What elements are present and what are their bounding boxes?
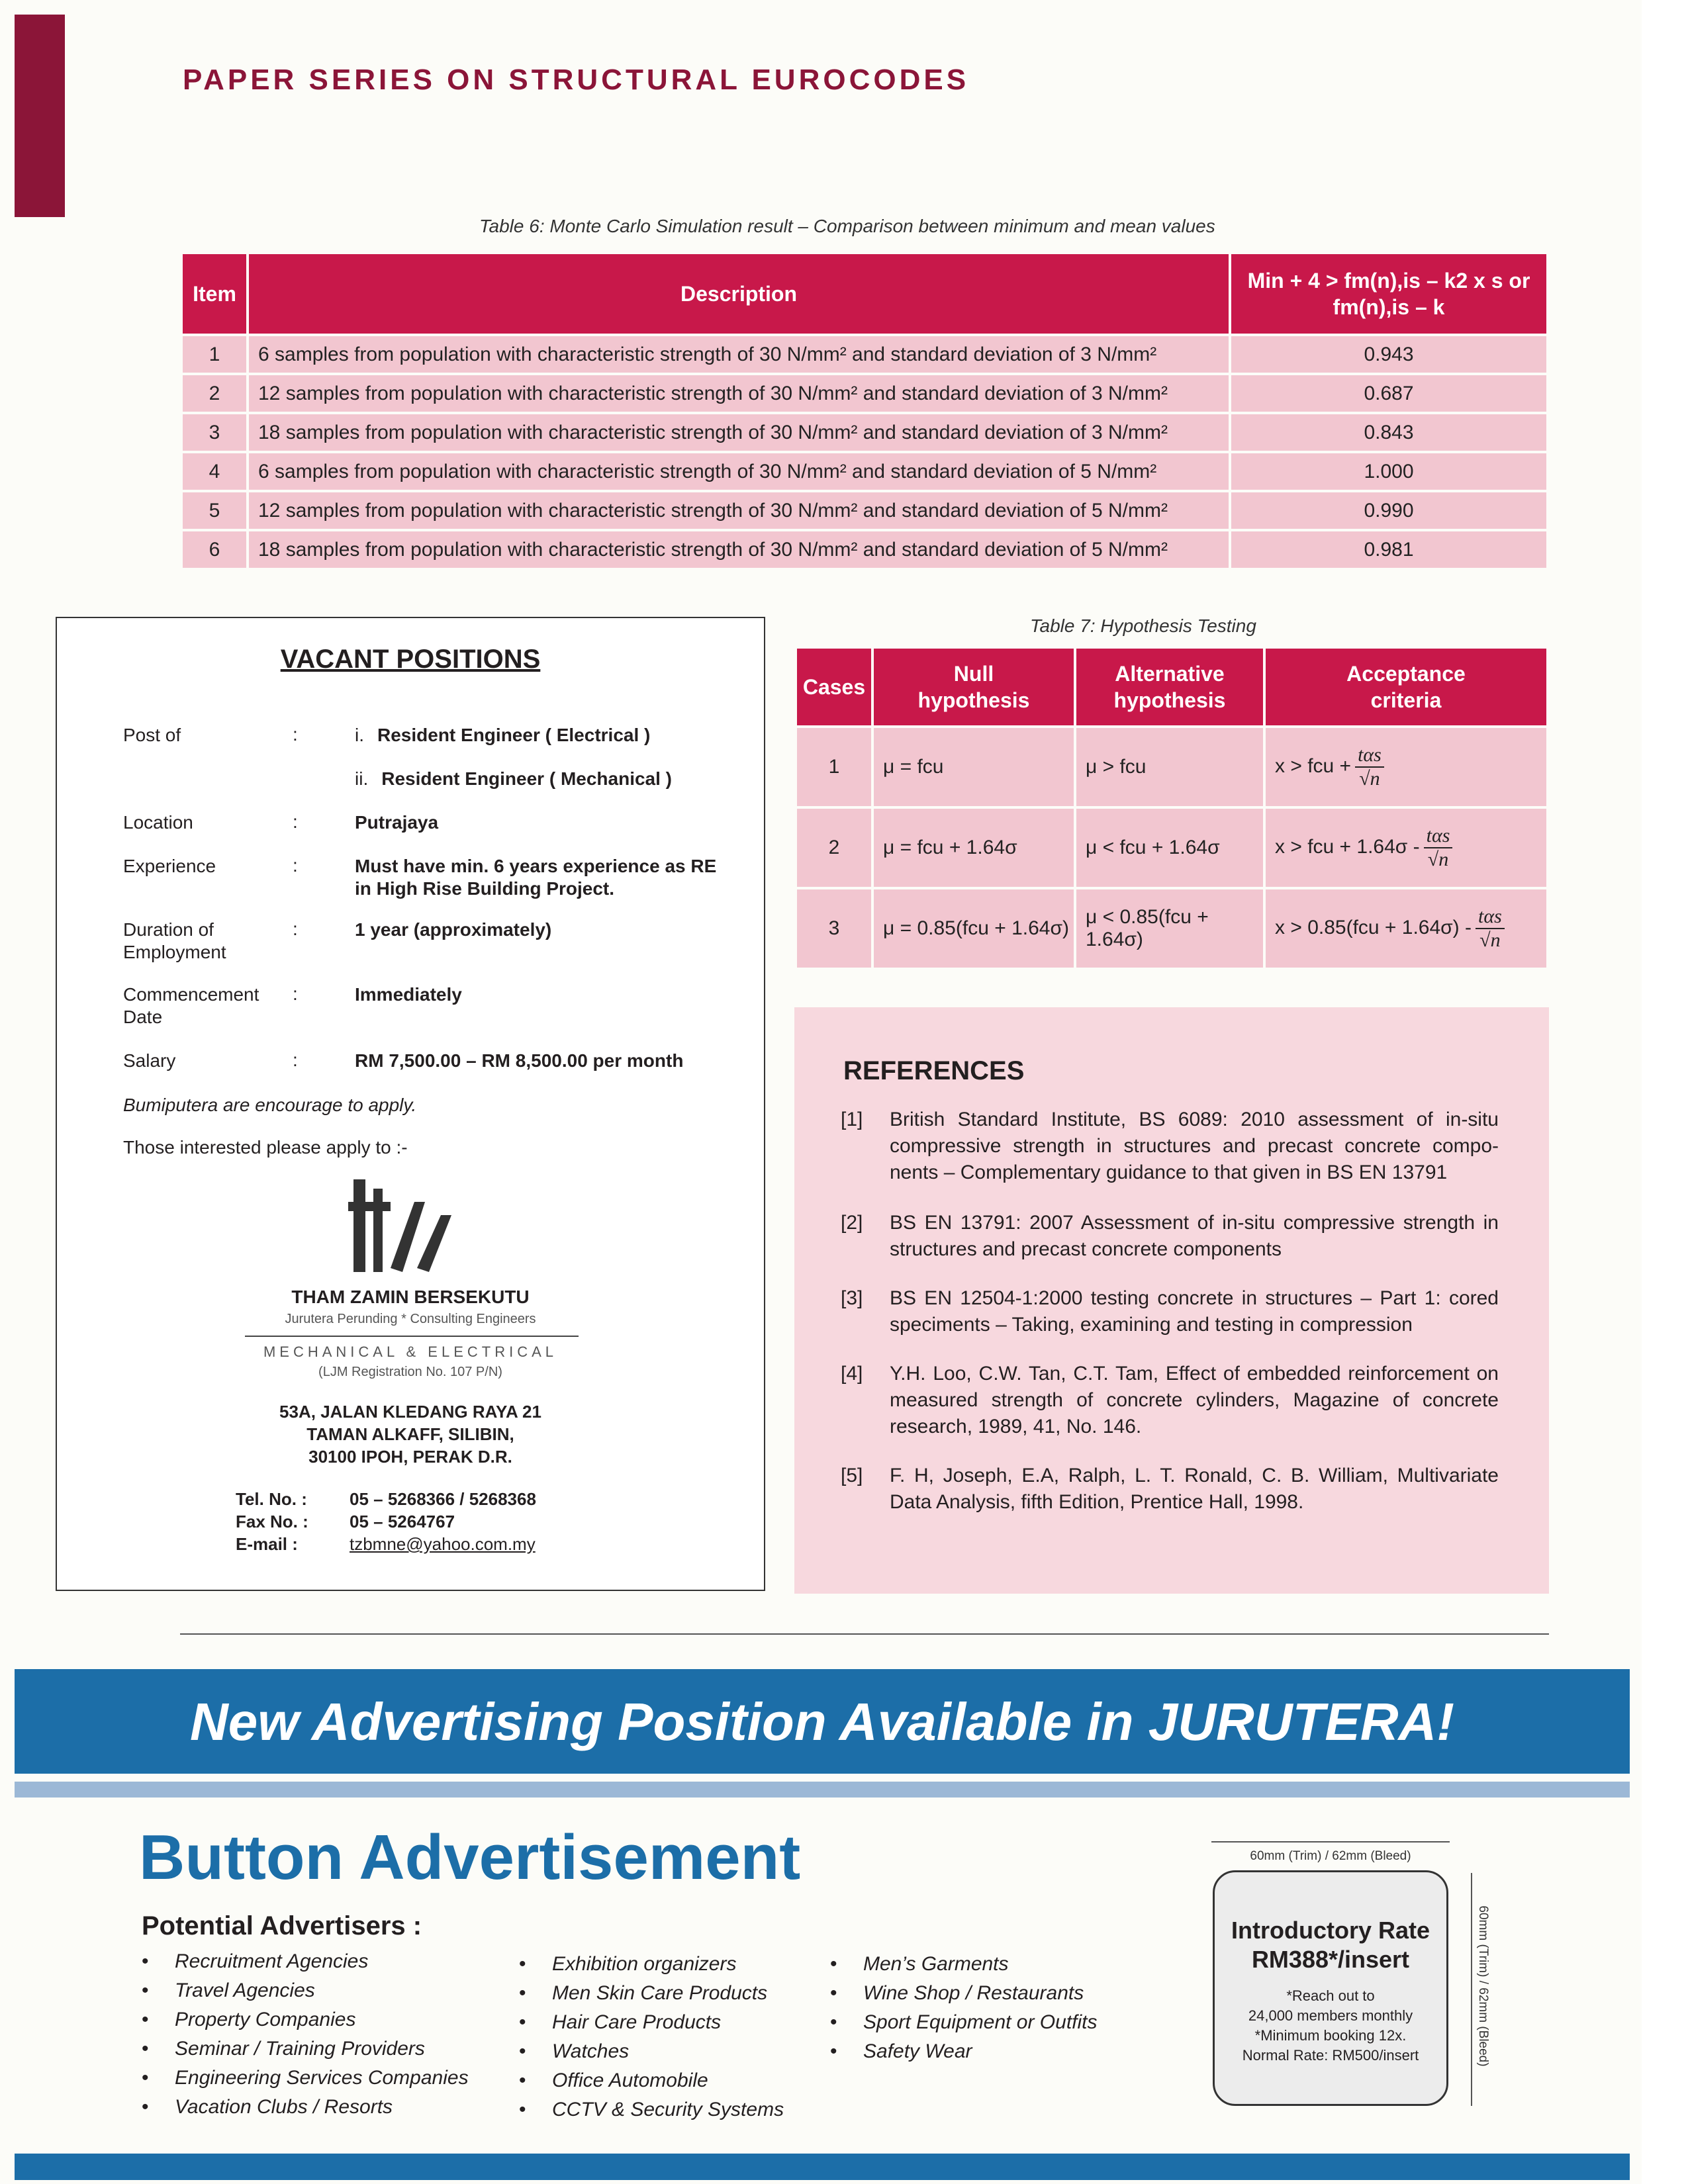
rate-note-1: *Reach out to [1286,1987,1375,2004]
company-logo-icon [348,1175,454,1275]
commencement-value: Immediately [355,984,462,1005]
button-advertisement-title: Button Advertisement [139,1822,801,1893]
table7-case: 1 [797,728,871,806]
list-item-text: Men’s Garments [863,1953,1009,1975]
width-dimension-label: 60mm (Trim) / 62mm (Bleed) [1250,1849,1411,1863]
bullet-icon: • [142,2096,149,2118]
table7-header-cases: Cases [797,649,871,725]
table6-description: 12 samples from population with characteristic strength of 30 N/mm² and standard deviation of 5 N/mm² [249,492,1229,529]
post-1-index: i. [355,725,364,745]
fraction-denominator: √n [1479,929,1501,951]
list-item [142,2064,469,2093]
table7-caption: Table 7: Hypothesis Testing [1030,615,1256,636]
bullet-icon: • [519,2040,526,2062]
table7-acceptance-text: x > 0.85(fcu + 1.64σ) - [1275,916,1472,938]
bullet-icon: • [142,2067,149,2089]
reference-number: [4] [841,1363,863,1385]
table7-header-null-line-2: hypothesis [917,688,1030,712]
list-item-text: Office Automobile [552,2070,708,2091]
table6-description: 18 samples from population with characteristic strength of 30 N/mm² and standard deviation of 5 N/mm² [249,531,1229,568]
table-row [183,453,1546,490]
list-item-text: Watches [552,2040,630,2062]
table6-item: 3 [183,414,246,451]
experience-label: Experience [123,856,216,876]
table-row [183,336,1546,373]
table6-value: 0.943 [1231,336,1546,373]
table7-header-acceptance-line-1: Acceptance [1346,662,1466,686]
table-row [183,531,1546,568]
table6-caption: Table 6: Monte Carlo Simulation result – Comparison between minimum and mean values [479,216,1215,236]
table7-case: 3 [797,889,871,968]
bullet-icon: • [519,2070,526,2091]
rate-box [1213,1870,1448,2106]
colon: : [293,1050,298,1070]
bullet-icon: • [519,2011,526,2033]
table6-item: 4 [183,453,246,490]
table6-header-description: Description [249,254,1229,334]
list-item-text: Safety Wear [863,2040,972,2062]
table7-header-acceptance [1266,649,1546,725]
table7-null: μ = 0.85(fcu + 1.64σ) [874,889,1074,968]
colon: : [293,983,298,1004]
table7-alternative: μ < fcu + 1.64σ [1076,809,1263,887]
list-item [830,1979,1098,2008]
bullet-icon: • [142,1979,149,2001]
table7-header-alternative-line-1: Alternative [1115,662,1225,686]
table7-acceptance [1266,889,1546,968]
location-label: Location [123,812,193,833]
table6-header-value: Min + 4 > fm(n),is – k2 x s or fm(n),is – k [1231,254,1546,334]
reference-text: F. H, Joseph, E.A, Ralph, L. T. Ronald, C. B. William, Multivariate Data Analysis, fifth Edition, Prentice Hall, 1998. [890,1465,1499,1513]
table6-value: 0.843 [1231,414,1546,451]
fraction-numerator: tαs [1355,744,1384,768]
table6-item: 6 [183,531,246,568]
table6 [180,251,1549,570]
table7-acceptance [1266,728,1546,806]
table6-item: 2 [183,375,246,412]
fraction-denominator: √n [1427,848,1449,870]
reference-text: Y.H. Loo, C.W. Tan, C.T. Tam, Effect of embedded reinforcement on measured strength of concrete cylinders, Magazine of concrete research, 1989, 41, No. 146. [890,1363,1499,1437]
colon: : [293,855,298,876]
bullet-icon: • [519,1953,526,1975]
table7-null: μ = fcu + 1.64σ [874,809,1074,887]
table7-acceptance-text: x > fcu + [1275,754,1352,777]
rate-note-4: Normal Rate: RM500/insert [1242,2047,1419,2064]
post-2-index: ii. [355,768,369,789]
rate-note-3: *Minimum booking 12x. [1254,2027,1407,2044]
list-item [519,1979,784,2008]
duration-value: 1 year (approximately) [355,919,552,940]
width-arrow [1211,1841,1450,1843]
list-item [519,2037,784,2066]
address-line-3: 30100 IPOH, PERAK D.R. [308,1447,512,1467]
banner-strip [15,1782,1630,1797]
list-item [519,1950,784,1979]
advertisers-list-1 [142,1947,469,2122]
side-bar-accent [15,15,65,217]
list-item [519,2008,784,2037]
table7-case: 2 [797,809,871,887]
list-item-text: CCTV & Security Systems [552,2099,784,2120]
bottom-bar [15,2154,1630,2180]
table-row [797,728,1546,806]
fraction-denominator: √n [1359,768,1380,790]
location-value: Putrajaya [355,812,439,833]
list-item-text: Vacation Clubs / Resorts [175,2096,393,2118]
potential-advertisers-title: Potential Advertisers : [142,1911,422,1940]
list-item [142,1947,469,1976]
bullet-icon: • [830,1953,837,1975]
table7-acceptance [1266,809,1546,887]
table7-header-row [797,649,1546,725]
table6-header-row [183,254,1546,334]
section-divider [180,1633,1549,1635]
fraction [1476,905,1505,952]
height-dimension-label: 60mm (Trim) / 62mm (Bleed) [1476,1905,1490,2067]
list-item [830,2037,1098,2066]
list-item [830,1950,1098,1979]
salary-label: Salary [123,1050,176,1071]
table6-value: 0.990 [1231,492,1546,529]
rate-title-line-1: Introductory Rate [1231,1917,1430,1944]
reference-text: BS EN 13791: 2007 Assessment of in-situ compressive strength in structures and precast concrete components [890,1212,1499,1260]
list-item [142,2034,469,2064]
tel-value: 05 – 5268366 / 5268368 [350,1489,536,1509]
reference-number: [2] [841,1212,863,1234]
experience-value: Must have min. 6 years experience as RE in High Rise Building Project. [355,856,717,899]
table7-header-null [874,649,1074,725]
list-item [142,1976,469,2005]
fraction [1355,744,1384,790]
table-row [183,414,1546,451]
bullet-icon: • [830,2011,837,2033]
reference-number: [1] [841,1109,863,1130]
table7-header-null-line-1: Null [953,662,994,686]
fraction [1424,825,1453,871]
duration-label: Duration of Employment [123,919,226,962]
colon: : [293,811,298,832]
post-label: Post of [123,725,181,745]
table-row [183,375,1546,412]
height-arrow [1471,1873,1472,2106]
list-item [519,2066,784,2095]
company-divider [245,1336,579,1337]
company-registration: (LJM Registration No. 107 P/N) [318,1365,502,1379]
table6-description: 18 samples from population with characteristic strength of 30 N/mm² and standard deviation of 3 N/mm² [249,414,1229,451]
bullet-icon: • [519,2099,526,2120]
reference-number: [5] [841,1465,863,1486]
banner-text: New Advertising Position Available in JURUTERA! [190,1692,1454,1751]
advertisers-list-3 [830,1950,1098,2066]
bullet-icon: • [142,2009,149,2030]
email-link[interactable]: tzbmne@yahoo.com.my [350,1534,536,1554]
reference-text: BS EN 12504-1:2000 testing concrete in structures – Part 1: cored speciments – Taking, examining and testing in compression [890,1287,1499,1336]
bullet-icon: • [519,1982,526,2004]
fraction-numerator: tαs [1476,905,1505,929]
list-item-text: Wine Shop / Restaurants [863,1982,1084,2004]
table6-item: 5 [183,492,246,529]
list-item-text: Engineering Services Companies [175,2067,469,2089]
table6-value: 0.981 [1231,531,1546,568]
list-item-text: Men Skin Care Products [552,1982,768,2004]
table-row [797,889,1546,968]
table7-alternative: μ < 0.85(fcu + 1.64σ) [1076,889,1263,968]
bullet-icon: • [830,1982,837,2004]
colon: : [293,724,298,745]
list-item [519,2095,784,2124]
advertisers-list-2 [519,1950,784,2124]
address-line-2: TAMAN ALKAFF, SILIBIN, [306,1424,514,1444]
list-item-text: Seminar / Training Providers [175,2038,425,2060]
table6-value: 1.000 [1231,453,1546,490]
references-box [794,1007,1549,1594]
list-item-text: Recruitment Agencies [175,1950,369,1972]
address-line-1: 53A, JALAN KLEDANG RAYA 21 [279,1402,541,1422]
references-title: REFERENCES [843,1056,1025,1085]
salary-value: RM 7,500.00 – RM 8,500.00 per month [355,1050,684,1071]
fraction-numerator: tαs [1424,825,1453,848]
company-name: THAM ZAMIN BERSEKUTU [291,1287,530,1307]
list-item-text: Property Companies [175,2009,356,2030]
list-item-text: Travel Agencies [175,1979,315,2001]
table6-description: 6 samples from population with characteristic strength of 30 N/mm² and standard deviation of 5 N/mm² [249,453,1229,490]
vacant-title: VACANT POSITIONS [280,645,541,674]
reference-number: [3] [841,1287,863,1309]
list-item [142,2093,469,2122]
rate-title-line-2: RM388*/insert [1251,1946,1410,1973]
list-item-text: Sport Equipment or Outfits [863,2011,1098,2033]
table6-description: 12 samples from population with characteristic strength of 30 N/mm² and standard deviation of 3 N/mm² [249,375,1229,412]
table7-null: μ = fcu [874,728,1074,806]
company-dept: MECHANICAL & ELECTRICAL [263,1343,558,1360]
list-item [830,2008,1098,2037]
apply-note: Those interested please apply to :- [123,1137,408,1158]
table6-description: 6 samples from population with characteristic strength of 30 N/mm² and standard deviation of 3 N/mm² [249,336,1229,373]
list-item-text: Exhibition organizers [552,1953,737,1975]
bullet-icon: • [142,1950,149,1972]
commencement-label: Commencement Date [123,984,259,1027]
bumiputera-note: Bumiputera are encourage to apply. [123,1095,417,1115]
email-label: E-mail : [236,1534,298,1554]
list-item [142,2005,469,2034]
colon: : [293,919,298,939]
table7-acceptance-text: x > fcu + 1.64σ - [1275,835,1420,858]
table6-header-item: Item [183,254,246,334]
list-item-text: Hair Care Products [552,2011,722,2033]
table6-item: 1 [183,336,246,373]
reference-text: British Standard Institute, BS 6089: 2010 assessment of in-situ compressive strength in structures and precast concrete compo-nents – Complementary guidance to that given in BS EN 13791 [890,1109,1499,1183]
advertising-banner [15,1669,1630,1774]
fax-label: Fax No. : [236,1512,308,1531]
table7-header-acceptance-line-2: criteria [1370,688,1442,712]
company-sub: Jurutera Perunding * Consulting Engineers [285,1312,536,1326]
table7-header-alternative [1076,649,1263,725]
rate-note-2: 24,000 members monthly [1248,2007,1413,2024]
fax-value: 05 – 5264767 [350,1512,455,1531]
table7 [794,646,1549,970]
bullet-icon: • [142,2038,149,2060]
table7-alternative: μ > fcu [1076,728,1263,806]
bullet-icon: • [830,2040,837,2062]
table-row [183,492,1546,529]
series-title: PAPER SERIES ON STRUCTURAL EUROCODES [183,64,970,96]
table6-value: 0.687 [1231,375,1546,412]
tel-label: Tel. No. : [236,1489,307,1509]
table-row [797,809,1546,887]
post-1: Resident Engineer ( Electrical ) [377,725,651,745]
post-2: Resident Engineer ( Mechanical ) [381,768,673,789]
table7-header-alternative-line-2: hypothesis [1113,688,1226,712]
vacant-positions-box [56,617,765,1591]
